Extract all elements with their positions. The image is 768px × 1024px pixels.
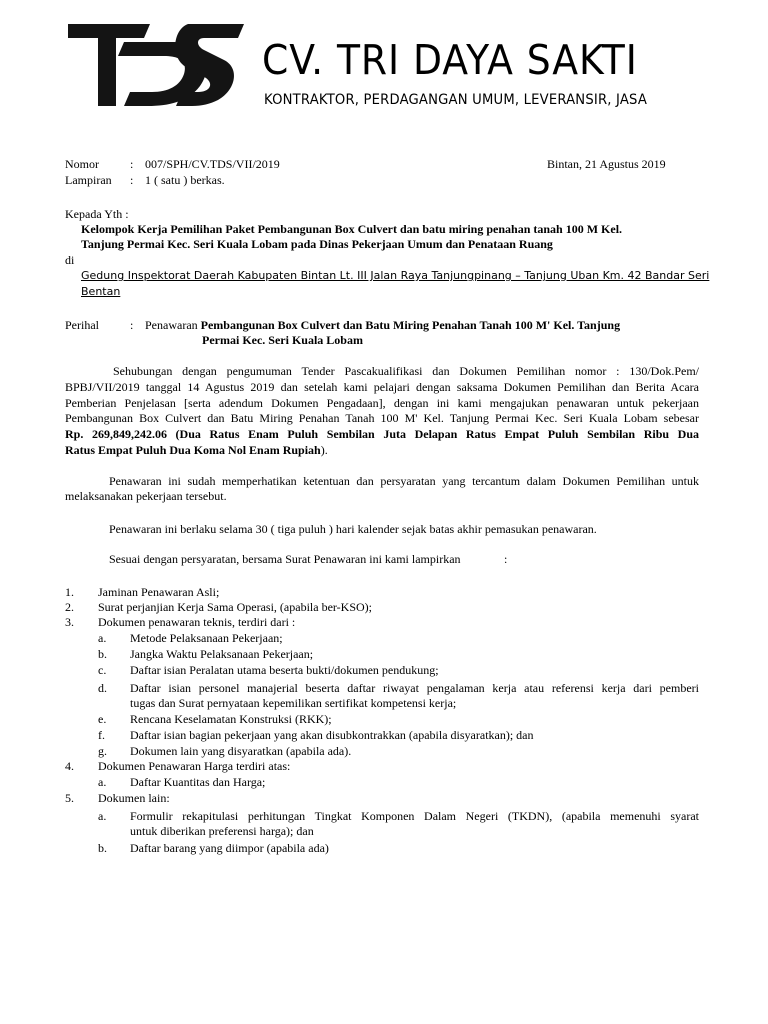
perihal-prefix: Penawaran: [145, 318, 201, 332]
recipient-address-line1: Gedung Inspektorat Daerah Kabupaten Bintan Lt. III Jalan Raya Tanjungpinang – Tanjung Uban Km. 42 Bandar Seri: [81, 269, 710, 282]
body-p4: Sesuai dengan persyaratan, bersama Surat Penawaran ini kami lampirkan: [109, 552, 461, 566]
body-p1-line4: Pembangunan Box Culvert dan Batu Miring Penahan Tanah 100 M' Kel. Tanjung Permai Kec. Seri Kuala Lobam sebesar: [65, 411, 699, 425]
body-p4-colon: :: [504, 552, 508, 566]
body-p2-line1: Penawaran ini sudah memperhatikan ketentuan dan persyaratan yang tercantum dalam Dokumen Pemilihan untuk: [109, 474, 699, 488]
body-p1-line6: Ratus Empat Puluh Dua Koma Nol Enam Rupiah).: [65, 443, 328, 457]
sublist-letter: a.: [98, 631, 107, 645]
body-p1-line5: Rp. 269,849,242.06 (Dua Ratus Enam Puluh Sembilan Juta Delapan Ratus Empat Puluh Sembilan Ribu Dua: [65, 427, 699, 441]
body-p2-line2: melaksanakan pekerjaan tersebut.: [65, 489, 227, 503]
list-number: 5.: [65, 791, 74, 805]
body-p1-line3: Pemberian Penjelasan [serta adendum Dokumen Pengadaan], dengan ini kami mengajukan penawaran untuk pekerjaan: [65, 396, 699, 410]
perihal-subject-line2: Permai Kec. Seri Kuala Lobam: [202, 333, 363, 347]
kepada-yth: Kepada Yth :: [65, 207, 129, 221]
sublist-letter: b.: [98, 647, 107, 661]
sublist-item: Rencana Keselamatan Konstruksi (RKK);: [130, 712, 332, 726]
perihal-subject-line1: [145, 318, 620, 333]
list-item: Surat perjanjian Kerja Sama Operasi, (apabila ber-KSO);: [98, 600, 372, 614]
sublist-letter: b.: [98, 841, 107, 855]
sublist-item: Daftar Kuantitas dan Harga;: [130, 775, 266, 789]
company-tagline: KONTRAKTOR, PERDAGANGAN UMUM, LEVERANSIR, JASA: [264, 92, 648, 108]
recipient-address-line2: Bentan: [81, 285, 121, 298]
perihal-bold-line1: Pembangunan Box Culvert dan Batu Miring Penahan Tanah 100 M' Kel. Tanjung: [200, 318, 621, 332]
list-number: 3.: [65, 615, 74, 629]
nomor-label: Nomor: [65, 157, 99, 171]
body-p3: Penawaran ini berlaku selama 30 ( tiga puluh ) hari kalender sejak batas akhir pemasukan penawaran.: [109, 522, 597, 536]
list-number: 2.: [65, 600, 74, 614]
sublist-letter: e.: [98, 712, 107, 726]
sublist-letter: g.: [98, 744, 107, 758]
sublist-item: Daftar isian Peralatan utama beserta bukti/dokumen pendukung;: [130, 663, 439, 677]
nomor-colon: :: [130, 157, 134, 171]
sublist-item-cont: tugas dan Surat pernyataan kepemilikan sertifikat kompetensi kerja;: [130, 696, 457, 710]
sublist-item: Daftar isian bagian pekerjaan yang akan disubkontrakkan (apabila disyaratkan); dan: [130, 728, 534, 742]
body-p1-line1: Sehubungan dengan pengumuman Tender Pascakualifikasi dan Dokumen Pemilihan nomor : 130/Dok.Pem/: [113, 364, 699, 378]
sublist-item-cont: untuk diberikan preferensi harga); dan: [130, 824, 314, 838]
sublist-item: Metode Pelaksanaan Pekerjaan;: [130, 631, 283, 645]
list-item: Dokumen penawaran teknis, terdiri dari :: [98, 615, 296, 629]
recipient-name-line2: Tanjung Permai Kec. Seri Kuala Lobam pada Dinas Pekerjaan Umum dan Penataan Ruang: [81, 237, 553, 251]
list-item: Dokumen lain:: [98, 791, 170, 805]
sublist-letter: d.: [98, 681, 107, 695]
di-label: di: [65, 253, 75, 267]
sublist-item: Daftar barang yang diimpor (apabila ada): [130, 841, 329, 855]
sublist-letter: a.: [98, 809, 107, 823]
perihal-colon: :: [130, 318, 134, 332]
list-number: 1.: [65, 585, 74, 599]
sublist-item: Formulir rekapitulasi perhitungan Tingkat Komponen Dalam Negeri (TKDN), (apabila memenuhi syarat: [130, 809, 699, 823]
recipient-name-line1: Kelompok Kerja Pemilihan Paket Pembangunan Box Culvert dan batu miring penahan tanah 100 M Kel.: [81, 222, 623, 236]
sublist-letter: f.: [98, 728, 105, 742]
lampiran-value: 1 ( satu ) berkas.: [145, 173, 225, 187]
nomor-value: 007/SPH/CV.TDS/VII/2019: [145, 157, 280, 171]
list-item: Jaminan Penawaran Asli;: [98, 585, 220, 599]
sublist-item: Dokumen lain yang disyaratkan (apabila ada).: [130, 744, 352, 758]
lampiran-colon: :: [130, 173, 134, 187]
body-p1-line2: BPBJ/VII/2019 tanggal 14 Agustus 2019 dan setelah kami pelajari dengan saksama Dokumen Pemilihan dan Berita Acara: [65, 380, 699, 394]
company-logo: [64, 20, 246, 112]
list-item: Dokumen Penawaran Harga terdiri atas:: [98, 759, 291, 773]
sublist-item: Jangka Waktu Pelaksanaan Pekerjaan;: [130, 647, 314, 661]
company-name: CV. TRI DAYA SAKTI: [262, 36, 638, 84]
list-number: 4.: [65, 759, 74, 773]
sublist-item: Daftar isian personel manajerial beserta daftar riwayat pengalaman kerja atau referensi kerja dari pemberi: [130, 681, 699, 695]
perihal-label: Perihal: [65, 318, 99, 332]
lampiran-label: Lampiran: [65, 173, 112, 187]
sublist-letter: c.: [98, 663, 107, 677]
sublist-letter: a.: [98, 775, 107, 789]
letter-date: Bintan, 21 Agustus 2019: [547, 157, 666, 171]
